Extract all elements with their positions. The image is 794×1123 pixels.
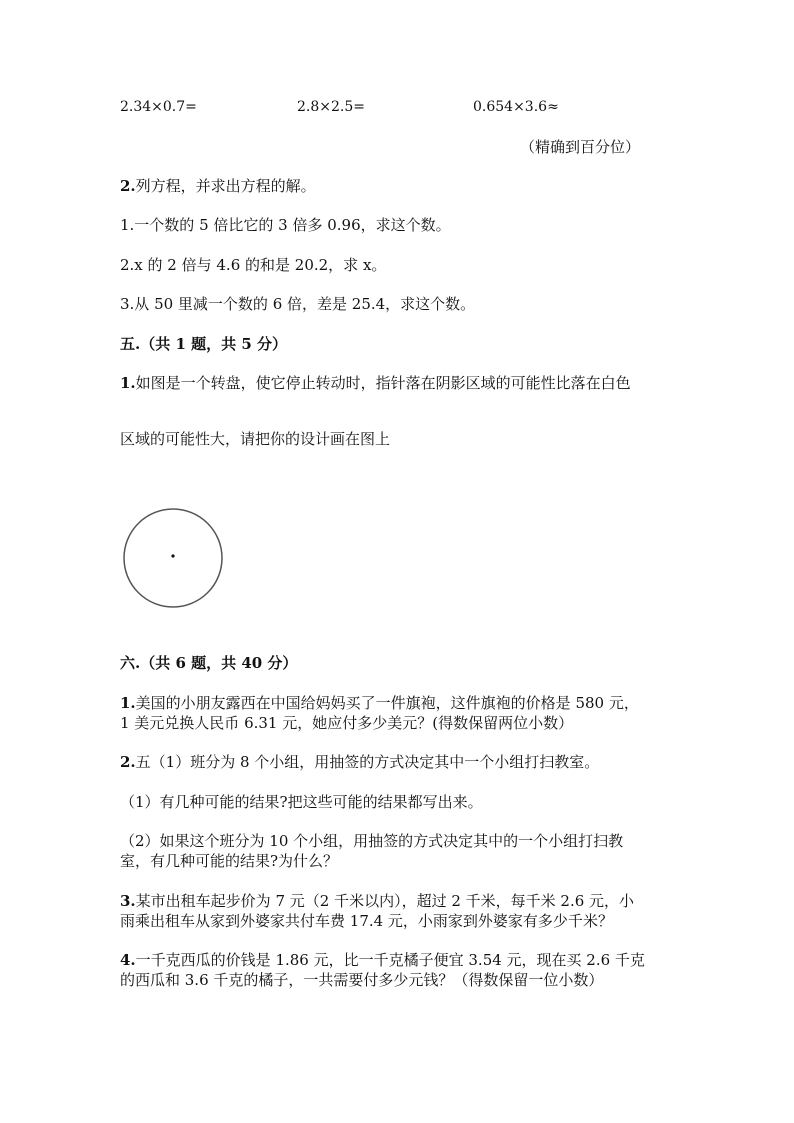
section-6-question-4-line-1 [120, 950, 645, 970]
section-6-question-4-line-2: 的西瓜和 3.6 千克的橘子，一共需要付多少元钱？（得数保留一位小数） [120, 971, 604, 989]
section-5-question-1-line-1 [120, 373, 631, 393]
equation-item-2: 2.x 的 2 倍与 4.6 的和是 20.2，求 x。 [120, 256, 387, 274]
calc-item-1: 2.34×0.7= [120, 99, 197, 115]
question-number: 3. [120, 892, 136, 910]
equation-item-1: 1.一个数的 5 倍比它的 3 倍多 0.96，求这个数。 [120, 216, 451, 234]
question-number: 2. [120, 177, 136, 195]
spinner-circle-figure[interactable] [121, 506, 225, 610]
section-6-question-2-sub-2-line-1: （2）如果这个班分为 10 个小组，用抽签的方式决定其中的一个小组打扫教 [120, 832, 624, 850]
section-6-question-2-sub-1: （1）有几种可能的结果?把这些可能的结果都写出来。 [120, 793, 483, 811]
section-6-question-2-line-1 [120, 752, 599, 772]
section-5-question-1-line-2: 区域的可能性大，请把你的设计画在图上 [120, 430, 391, 448]
spinner-center-dot [171, 554, 174, 557]
section-6-question-2-sub-2-line-2: 室，有几种可能的结果?为什么？ [120, 852, 339, 870]
question-number: 1. [120, 374, 136, 392]
question-number: 1. [120, 694, 136, 712]
question-2-title [120, 176, 316, 196]
section-6-question-3-line-2: 雨乘出租车从家到外婆家共付车费 17.4 元，小雨家到外婆家有多少千米？ [120, 912, 613, 930]
question-number: 4. [120, 951, 136, 969]
question-text: 美国的小朋友露西在中国给妈妈买了一件旗袍，这件旗袍的价格是 580 元， [135, 694, 639, 712]
question-text: 某市出租车起步价为 7 元（2 千米以内），超过 2 千米，每千米 2.6 元，小 [135, 892, 635, 910]
section-6-question-1-line-1 [120, 693, 639, 713]
section-6-heading: 六.（共 6 题，共 40 分） [120, 654, 298, 672]
spinner-circle-svg [121, 506, 225, 610]
question-number: 2. [120, 753, 136, 771]
question-text: 一千克西瓜的价钱是 1.86 元，比一千克橘子便宜 3.54 元，现在买 2.6 千克 [135, 951, 645, 969]
question-text: 五（1）班分为 8 个小组，用抽签的方式决定其中一个小组打扫教室。 [135, 753, 600, 771]
calc-item-2: 2.8×2.5= [297, 99, 365, 115]
question-text: 如图是一个转盘，使它停止转动时，指针落在阴影区域的可能性比落在白色 [135, 374, 631, 392]
section-6-question-3-line-1 [120, 891, 634, 911]
spinner-outline [124, 509, 222, 607]
section-5-heading: 五.（共 1 题，共 5 分） [120, 335, 287, 353]
equation-item-3: 3.从 50 里减一个数的 6 倍，差是 25.4，求这个数。 [120, 295, 476, 313]
section-6-question-1-line-2: 1 美元兑换人民币 6.31 元，她应付多少美元？(得数保留两位小数） [120, 714, 574, 732]
calc-item-3: 0.654×3.6≈ [473, 99, 559, 115]
question-text: 列方程，并求出方程的解。 [135, 177, 316, 195]
precision-note: （精确到百分位） [520, 138, 641, 156]
